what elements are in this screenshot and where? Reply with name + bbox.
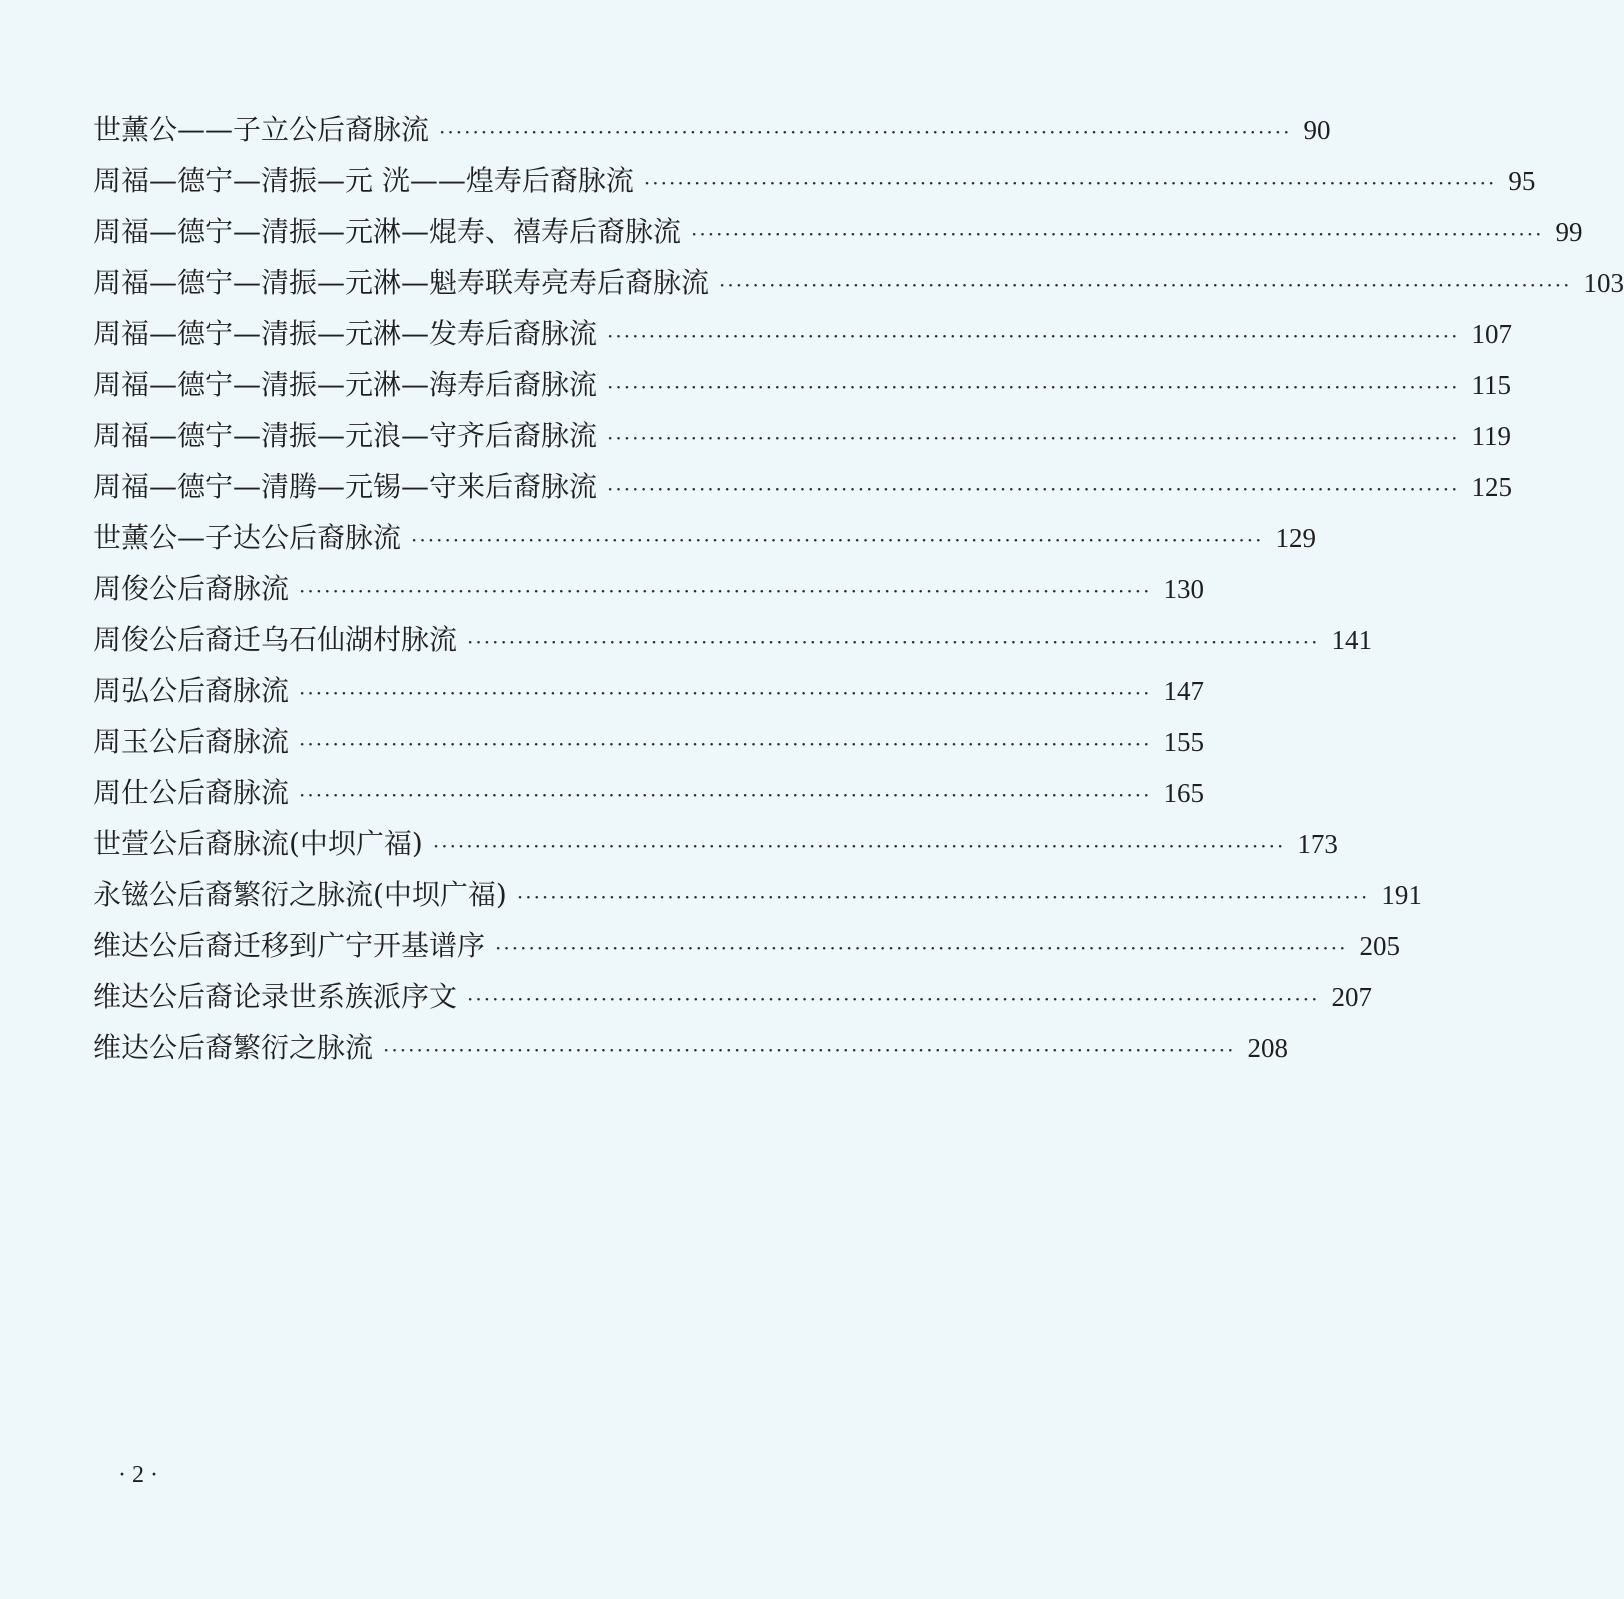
page-number: ·2· [118, 1462, 164, 1488]
toc-entry-title: 周福—德宁—清振—元淋—魁寿联寿亮寿后裔脉流 [93, 266, 710, 299]
toc-entry-page: 207 [1331, 982, 1372, 1012]
toc-entry [93, 312, 1512, 363]
toc-entry-title: 周福—德宁—清振—元浪—守齐后裔脉流 [93, 419, 598, 452]
toc-entry-page: 173 [1297, 829, 1338, 859]
dot-leader: ······································································································ [299, 681, 1152, 705]
toc-entry-title: 维达公后裔繁衍之脉流 [93, 1031, 374, 1064]
toc-entry-page: 208 [1247, 1033, 1288, 1063]
toc-entry-page: 205 [1359, 931, 1400, 961]
toc-entry [93, 873, 1422, 924]
toc-entry-title: 周弘公后裔脉流 [93, 674, 290, 707]
toc-entry [93, 159, 1536, 210]
toc-entry-page: 191 [1381, 880, 1422, 910]
dot-leader: ······································································································ [495, 936, 1348, 960]
toc-entry [93, 720, 1204, 771]
toc-entry [93, 567, 1204, 618]
toc-entry-title: 世薰公——子立公后裔脉流 [93, 113, 430, 146]
toc-entry [93, 1026, 1288, 1077]
toc-entry-page: 147 [1163, 676, 1204, 706]
toc-entry-title: 周玉公后裔脉流 [93, 725, 290, 758]
toc-entry-title: 世薰公—子达公后裔脉流 [93, 521, 402, 554]
dot-leader: ······································································································ [299, 783, 1152, 807]
toc-entry-title: 周福—德宁—清振—元淋—发寿后裔脉流 [93, 317, 598, 350]
dot-leader: ······································································································ [643, 171, 1497, 195]
dot-leader: ······································································································ [607, 477, 1460, 501]
toc-entry [93, 924, 1400, 975]
toc-entry-page: 141 [1331, 625, 1372, 655]
dot-leader: ······································································································ [299, 732, 1152, 756]
toc-entry [93, 414, 1511, 465]
toc-entry-page: 103 [1583, 268, 1624, 298]
dot-leader: ······································································································ [691, 222, 1544, 246]
toc-entry [93, 210, 1583, 261]
toc-entry [93, 108, 1331, 159]
toc-entry-title: 周福—德宁—清振—元淋—海寿后裔脉流 [93, 368, 598, 401]
toc-entry [93, 618, 1372, 669]
table-of-contents [93, 108, 1624, 1077]
toc-entry-title: 周福—德宁—清振—元淋—焜寿、禧寿后裔脉流 [93, 215, 682, 248]
toc-entry-title: 永镃公后裔繁衍之脉流(中坝广福) [93, 878, 507, 911]
toc-entry-title: 周俊公后裔脉流 [93, 572, 290, 605]
toc-entry-page: 130 [1163, 574, 1204, 604]
dot-leader: ······································································································ [607, 375, 1460, 399]
toc-entry [93, 669, 1204, 720]
toc-entry-page: 107 [1471, 319, 1512, 349]
toc-entry-title: 周福—德宁—清腾—元锡—守来后裔脉流 [93, 470, 598, 503]
toc-entry-title: 世萱公后裔脉流(中坝广福) [93, 827, 423, 860]
dot-leader: ······································································································ [516, 885, 1370, 909]
toc-entry-page: 129 [1275, 523, 1316, 553]
dot-leader: ······································································································ [439, 120, 1292, 144]
toc-entry-title: 维达公后裔迁移到广宁开基谱序 [93, 929, 486, 962]
dot-leader: ······································································································ [467, 987, 1320, 1011]
toc-entry-page: 119 [1471, 421, 1511, 451]
toc-entry-page: 95 [1508, 166, 1536, 196]
toc-entry-page: 125 [1471, 472, 1512, 502]
toc-entry-page: 115 [1471, 370, 1511, 400]
toc-entry-page: 90 [1303, 115, 1331, 145]
toc-entry [93, 516, 1316, 567]
toc-entry [93, 261, 1624, 312]
dot-leader: ······································································································ [719, 273, 1572, 297]
dot-leader: ······································································································ [432, 834, 1286, 858]
dot-leader: ······································································································ [299, 579, 1152, 603]
toc-entry-page: 155 [1163, 727, 1204, 757]
toc-entry [93, 363, 1511, 414]
dot-leader: ······································································································ [607, 324, 1460, 348]
toc-entry [93, 771, 1204, 822]
toc-entry [93, 465, 1512, 516]
toc-entry-title: 周俊公后裔迁乌石仙湖村脉流 [93, 623, 458, 656]
toc-entry-title: 维达公后裔论录世系族派序文 [93, 980, 458, 1013]
toc-entry-page: 99 [1555, 217, 1583, 247]
dot-leader: ······································································································ [467, 630, 1320, 654]
toc-entry [93, 822, 1338, 873]
dot-leader: ······································································································ [607, 426, 1460, 450]
dot-leader: ······································································································ [411, 528, 1264, 552]
toc-entry-title: 周仕公后裔脉流 [93, 776, 290, 809]
toc-entry-title: 周福—德宁—清振—元 洸——煌寿后裔脉流 [93, 164, 634, 197]
toc-entry-page: 165 [1163, 778, 1204, 808]
toc-entry [93, 975, 1372, 1026]
dot-leader: ······································································································ [383, 1038, 1236, 1062]
